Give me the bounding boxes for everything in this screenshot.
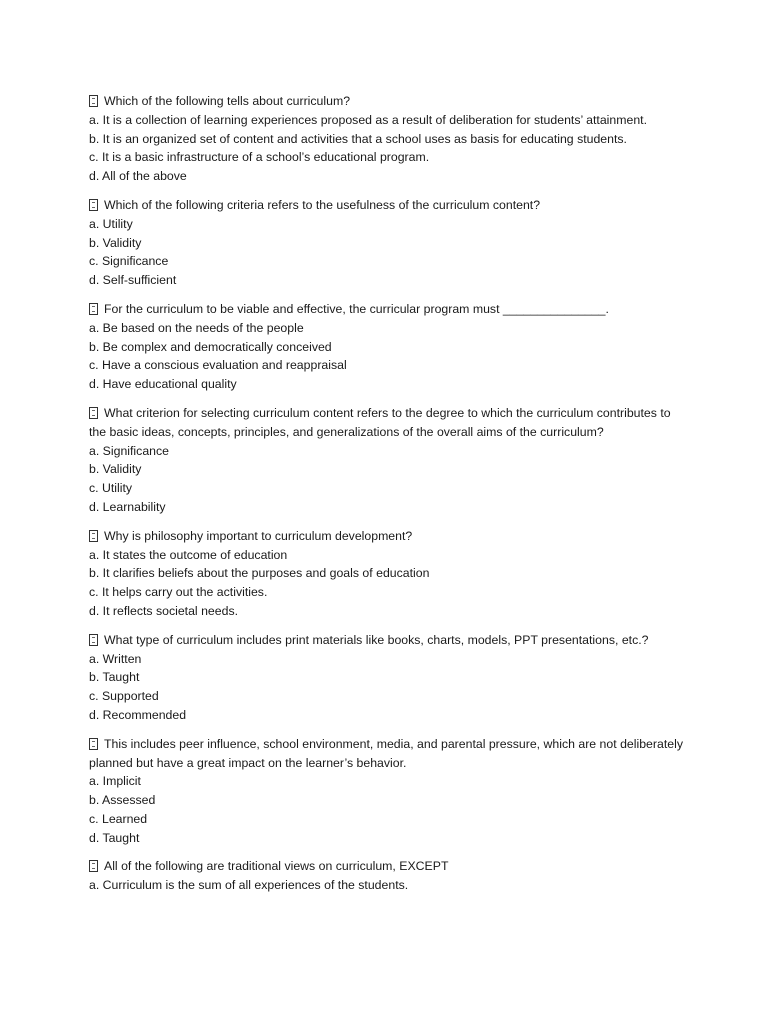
question-stem	[89, 404, 689, 442]
question-text: What criterion for selecting curriculum content refers to the degree to which the curriculum contributes to the basic ideas, concepts, principles, and generalizations of the overall aims of the curriculum?	[89, 405, 671, 439]
missing-glyph-icon	[89, 303, 98, 315]
answer-option: c. It is a basic infrastructure of a school’s educational program.	[89, 150, 430, 165]
answer-option: c. Learned	[89, 811, 148, 826]
missing-glyph-icon	[89, 530, 98, 542]
answer-option: d. It reflects societal needs.	[89, 603, 239, 618]
answer-option: b. Assessed	[89, 793, 156, 808]
question-text: What type of curriculum includes print materials like books, charts, models, PPT presentations, etc.?	[104, 632, 649, 647]
question-stem	[89, 196, 689, 215]
answer-option: b. Be complex and democratically conceived	[89, 339, 332, 354]
answer-option: a. It states the outcome of education	[89, 547, 288, 562]
missing-glyph-icon	[89, 860, 98, 872]
question-text: All of the following are traditional views on curriculum, EXCEPT	[104, 859, 449, 874]
question-8	[89, 857, 689, 895]
question-text: This includes peer influence, school environment, media, and parental pressure, which are not deliberately planned but have a great impact on the learner’s behavior.	[89, 736, 683, 770]
question-stem	[89, 300, 689, 319]
question-stem	[89, 92, 689, 111]
question-text: Why is philosophy important to curriculum development?	[104, 528, 413, 543]
missing-glyph-icon	[89, 199, 98, 211]
question-5	[89, 527, 689, 621]
document-page	[89, 92, 689, 905]
answer-option: c. Supported	[89, 689, 159, 704]
answer-option: b. Taught	[89, 670, 140, 685]
missing-glyph-icon	[89, 738, 98, 750]
answer-option: d. Have educational quality	[89, 377, 237, 392]
missing-glyph-icon	[89, 95, 98, 107]
answer-option: a. Curriculum is the sum of all experiences of the students.	[89, 878, 409, 893]
answer-option: a. It is a collection of learning experiences proposed as a result of deliberation for students’ attainment.	[89, 112, 648, 127]
question-4	[89, 404, 689, 517]
question-text: Which of the following criteria refers to the usefulness of the curriculum content?	[104, 197, 541, 212]
missing-glyph-icon	[89, 407, 98, 419]
answer-option: c. Significance	[89, 254, 169, 269]
answer-option: d. Learnability	[89, 499, 166, 514]
missing-glyph-icon	[89, 634, 98, 646]
question-stem	[89, 527, 689, 546]
question-stem	[89, 631, 689, 650]
answer-option: b. Validity	[89, 462, 142, 477]
question-6	[89, 631, 689, 725]
question-7	[89, 735, 689, 848]
answer-option: c. Utility	[89, 481, 133, 496]
question-stem	[89, 735, 689, 773]
question-2	[89, 196, 689, 290]
answer-option: b. It is an organized set of content and activities that a school uses as basis for educating students.	[89, 131, 627, 146]
answer-option: d. Taught	[89, 830, 140, 845]
answer-option: b. Validity	[89, 235, 142, 250]
answer-option: a. Be based on the needs of the people	[89, 320, 304, 335]
answer-option: a. Significance	[89, 443, 169, 458]
answer-option: c. Have a conscious evaluation and reappraisal	[89, 358, 347, 373]
question-3	[89, 300, 689, 394]
question-text: For the curriculum to be viable and effective, the curricular program must _______________.	[104, 301, 609, 316]
answer-option: a. Written	[89, 651, 142, 666]
answer-option: d. Self-sufficient	[89, 273, 177, 288]
answer-option: a. Utility	[89, 216, 133, 231]
answer-option: d. All of the above	[89, 169, 187, 184]
question-text: Which of the following tells about curriculum?	[104, 94, 351, 108]
answer-option: b. It clarifies beliefs about the purposes and goals of education	[89, 566, 430, 581]
question-1	[89, 92, 689, 186]
answer-option: a. Implicit	[89, 774, 141, 789]
question-stem	[89, 857, 689, 876]
answer-option: d. Recommended	[89, 707, 187, 722]
answer-option: c. It helps carry out the activities.	[89, 585, 268, 600]
